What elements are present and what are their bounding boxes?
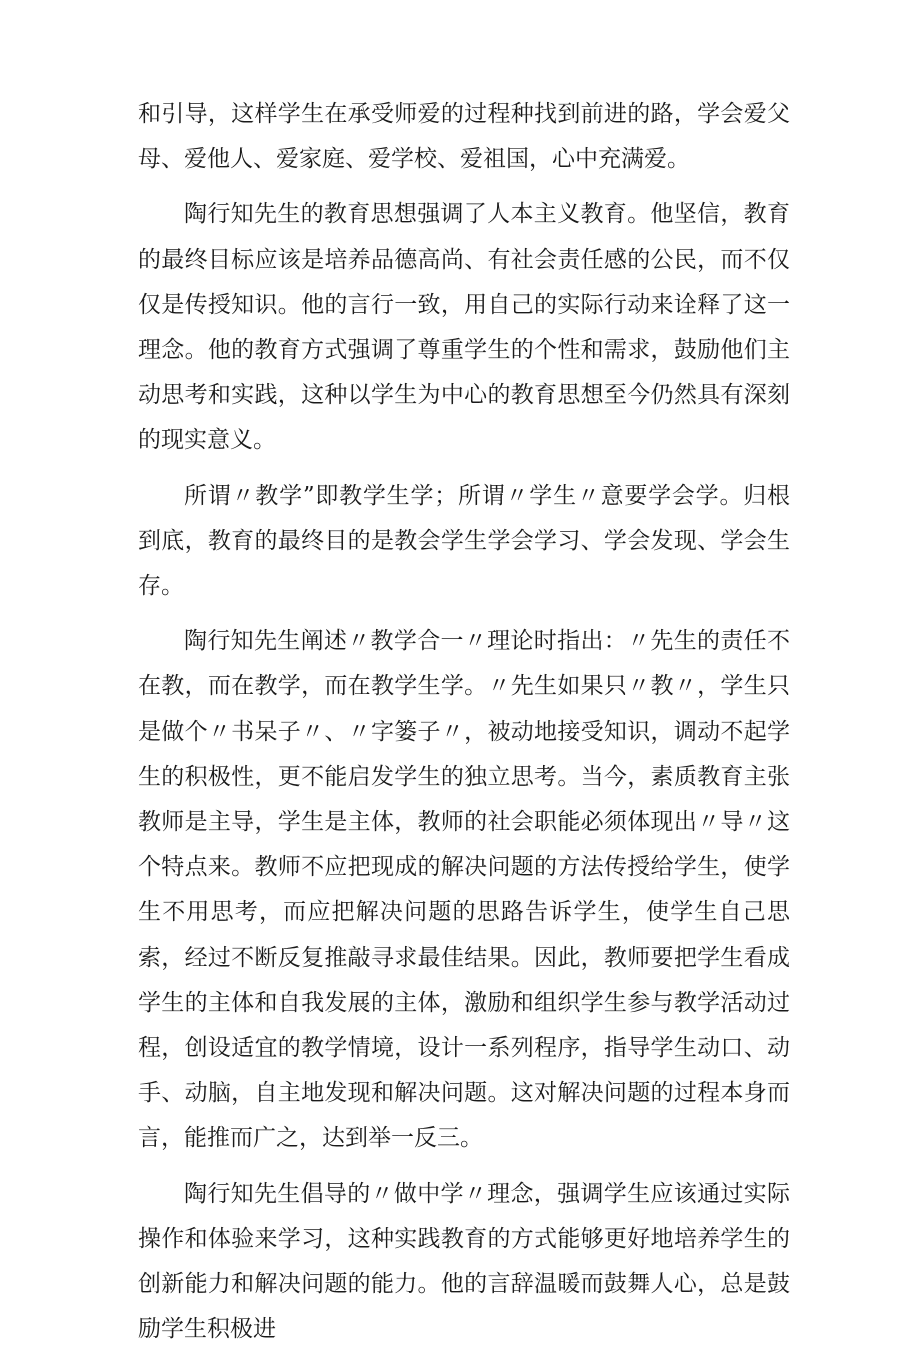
paragraph-2: 陶行知先生的教育思想强调了人本主义教育。他坚信，教育的最终目标应该是培养品德高尚、有社会责任感的公民，而不仅仅是传授知识。他的言行一致，用自己的实际行动来诠释了这一理念。他的教育方式强调了尊重学生的个性和需求，鼓励他们主动思考和实践，这种以学生为中心的教育思想至今仍然具有深刻的现实意义。 bbox=[138, 201, 790, 454]
paragraph-4: 陶行知先生阐述〃教学合一〃理论时指出：〃先生的责任不在教，而在教学，而在教学生学。〃先生如果只〃教〃，学生只是做个〃书呆子〃、〃字篓子〃，被动地接受知识，调动不起学生的积极性，更不能启发学生的独立思考。当今，素质教育主张教师是主导，学生是主体，教师的社会职能必须体现出〃导〃这个特点来。教师不应把现成的解决问题的方法传授给学生，使学生不用思考，而应把解决问题的思路告诉学生，使学生自己思索，经过不断反复推敲寻求最佳结果。因此，教师要把学生看成学生的主体和自我发展的主体，激励和组织学生参与教学活动过程，创设适宜的教学情境，设计一系列程序，指导学生动口、动手、动脑，自主地发现和解决问题。这对解决问题的过程本身而言，能推而广之，达到举一反三。 bbox=[138, 628, 790, 1152]
document-body bbox=[138, 92, 790, 1362]
paragraph-3: 所谓〃教学”即教学生学；所谓〃学生〃意要学会学。归根到底，教育的最终目的是教会学生学会学习、学会发现、学会生存。 bbox=[138, 482, 790, 600]
paragraph-5: 陶行知先生倡导的〃做中学〃理念，强调学生应该通过实际操作和体验来学习，这种实践教育的方式能够更好地培养学生的创新能力和解决问题的能力。他的言辞温暖而鼓舞人心，总是鼓励学生积极进 bbox=[138, 1180, 790, 1343]
paragraph-1: 和引导，这样学生在承受师爱的过程种找到前进的路，学会爱父母、爱他人、爱家庭、爱学校、爱祖国，心中充满爱。 bbox=[138, 101, 790, 173]
